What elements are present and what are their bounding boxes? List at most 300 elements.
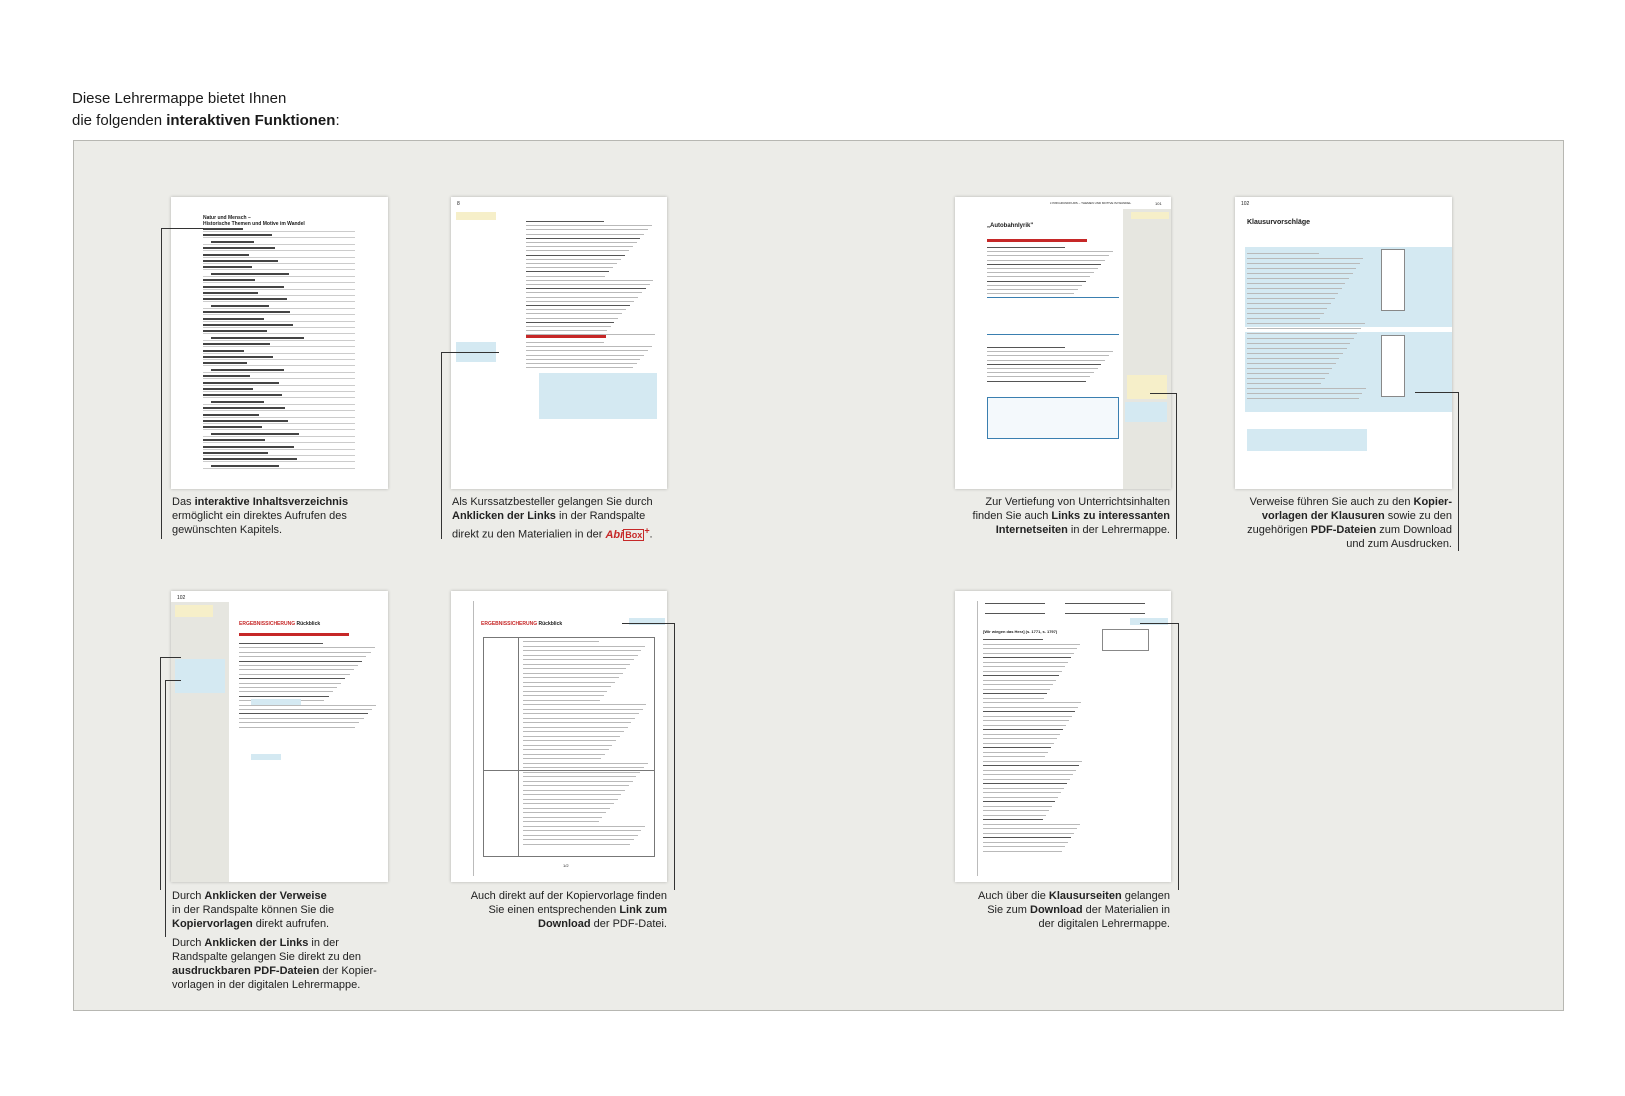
text-line bbox=[983, 756, 1045, 757]
caption-segment: gewünschten Kapitels. bbox=[172, 524, 283, 536]
text-line bbox=[983, 684, 1053, 685]
toc-entry[interactable] bbox=[203, 257, 355, 258]
caption-segment: Randspalte gelangen Sie direkt zu den bbox=[172, 951, 361, 963]
text-line bbox=[983, 644, 1080, 645]
text-line bbox=[523, 749, 609, 750]
text-line bbox=[983, 801, 1055, 802]
text-line bbox=[987, 268, 1098, 269]
caption-segment: zugehörigen bbox=[1247, 524, 1311, 536]
toc-entry-title bbox=[203, 260, 278, 262]
toc-entry-title bbox=[203, 343, 270, 345]
page-thumbnail-klausurseite[interactable] bbox=[955, 591, 1171, 882]
text-line bbox=[983, 774, 1073, 775]
text-line bbox=[523, 731, 624, 732]
caption-segment: Durch bbox=[172, 890, 205, 902]
text-line bbox=[526, 313, 622, 314]
text-line bbox=[1247, 373, 1329, 374]
text-line bbox=[987, 351, 1113, 352]
form-field-line bbox=[985, 613, 1045, 614]
toc-entry[interactable] bbox=[203, 263, 355, 264]
text-line bbox=[1247, 308, 1327, 309]
text-line bbox=[1247, 383, 1321, 384]
text-line bbox=[983, 752, 1048, 753]
text-line bbox=[523, 776, 636, 777]
text-line bbox=[523, 839, 634, 840]
toc-subtitle: Historische Themen und Motive im Wandel bbox=[203, 221, 305, 227]
text-line bbox=[1247, 303, 1331, 304]
text-line bbox=[983, 639, 1043, 640]
toc-entry[interactable] bbox=[203, 250, 355, 251]
toc-entry[interactable] bbox=[203, 410, 355, 411]
text-line bbox=[526, 292, 642, 293]
poem-title: [Wir wiegen das Herz] (s. 1771, s. 1797) bbox=[983, 629, 1058, 634]
toc-entry[interactable] bbox=[203, 333, 355, 334]
toc-entry-list[interactable] bbox=[203, 231, 355, 481]
caption-segment: Verweise führen Sie auch zu den bbox=[1249, 496, 1414, 508]
toc-entry[interactable] bbox=[203, 269, 355, 270]
text-line bbox=[523, 745, 612, 746]
side-rule bbox=[473, 601, 474, 876]
intro-line-2 bbox=[72, 110, 340, 132]
text-line bbox=[523, 673, 623, 674]
toc-entry-title bbox=[203, 414, 259, 416]
text-line bbox=[983, 824, 1080, 825]
text-line bbox=[523, 785, 629, 786]
text-line bbox=[987, 368, 1098, 369]
form-field-line bbox=[1065, 613, 1145, 614]
toc-entry[interactable] bbox=[203, 301, 355, 302]
text-line bbox=[523, 691, 607, 692]
caption-segment: Anklicken der Links bbox=[452, 510, 556, 522]
text-line bbox=[526, 263, 617, 264]
text-line bbox=[526, 305, 630, 306]
caption-segment: der Kopier- bbox=[319, 965, 377, 977]
text-line bbox=[526, 288, 646, 289]
text-line bbox=[983, 783, 1067, 784]
text-line bbox=[983, 657, 1071, 658]
text-line bbox=[983, 833, 1074, 834]
text-line bbox=[526, 301, 634, 302]
text-line bbox=[523, 659, 634, 660]
text-line bbox=[1247, 333, 1357, 334]
text-line bbox=[523, 812, 606, 813]
section-heading-mark bbox=[526, 335, 606, 338]
text-line bbox=[526, 346, 652, 347]
text-line bbox=[523, 835, 638, 836]
caption-segment: ausdruckbaren PDF-Dateien bbox=[172, 965, 320, 977]
text-line bbox=[983, 761, 1082, 762]
text-line bbox=[987, 360, 1105, 361]
text-line bbox=[1247, 313, 1324, 314]
toc-entry[interactable] bbox=[203, 436, 355, 437]
text-line bbox=[983, 788, 1064, 789]
caption-segment: in der Randspalte bbox=[555, 510, 646, 522]
toc-entry-title bbox=[203, 439, 265, 441]
section-heading-mark bbox=[239, 633, 349, 636]
section-heading-mark bbox=[987, 239, 1087, 242]
caption-segment: finden Sie auch bbox=[972, 510, 1052, 522]
text-line bbox=[987, 289, 1078, 290]
toc-entry[interactable] bbox=[203, 321, 355, 322]
text-line bbox=[239, 718, 364, 719]
text-line bbox=[987, 281, 1086, 282]
text-line bbox=[983, 675, 1059, 676]
text-line bbox=[526, 330, 607, 331]
toc-entry[interactable] bbox=[203, 359, 355, 360]
caption-segment: Links zu interessanten bbox=[1051, 510, 1170, 522]
text-line bbox=[983, 770, 1076, 771]
leader-line bbox=[1140, 623, 1179, 890]
text-line bbox=[526, 221, 604, 222]
text-line bbox=[526, 309, 626, 310]
toc-entry[interactable] bbox=[203, 327, 355, 328]
text-line bbox=[526, 267, 613, 268]
caption-segment: Sie zum bbox=[987, 904, 1030, 916]
toc-entry[interactable] bbox=[203, 314, 355, 315]
toc-entry-title bbox=[203, 228, 243, 230]
text-line bbox=[239, 722, 359, 723]
text-line bbox=[526, 367, 633, 368]
text-line bbox=[239, 665, 358, 666]
text-line bbox=[983, 702, 1081, 703]
toc-entry-title bbox=[203, 311, 290, 313]
caption-segment: Klausurseiten bbox=[1048, 890, 1122, 902]
page-text-block bbox=[239, 643, 379, 733]
toc-entry-title bbox=[203, 279, 255, 281]
text-line bbox=[239, 691, 333, 692]
text-line bbox=[987, 272, 1094, 273]
text-line bbox=[983, 662, 1068, 663]
text-line bbox=[239, 713, 368, 714]
text-line bbox=[1247, 273, 1353, 274]
caption-segment: Durch bbox=[172, 937, 205, 949]
toc-entry[interactable] bbox=[203, 289, 355, 290]
text-line bbox=[523, 722, 631, 723]
text-line bbox=[983, 734, 1060, 735]
text-line bbox=[983, 729, 1063, 730]
toc-entry[interactable] bbox=[203, 397, 355, 398]
page-number: 102 bbox=[1241, 201, 1250, 207]
toc-entry[interactable] bbox=[203, 385, 355, 386]
text-line bbox=[1247, 338, 1354, 339]
caption-segment: Kopiervorlagen bbox=[172, 918, 253, 930]
text-line bbox=[239, 656, 366, 657]
text-line bbox=[239, 643, 323, 644]
toc-entry-title bbox=[203, 286, 284, 288]
text-line bbox=[983, 666, 1065, 667]
text-line bbox=[983, 648, 1077, 649]
text-line bbox=[523, 695, 604, 696]
kopiervorlage-preview[interactable] bbox=[1381, 249, 1405, 311]
toc-entry[interactable] bbox=[203, 231, 355, 232]
page-title: „Autobahnlyrik" bbox=[987, 223, 1034, 229]
toc-entry-title bbox=[203, 298, 287, 300]
text-line bbox=[526, 350, 648, 351]
side-rule bbox=[977, 601, 978, 876]
text-line bbox=[1247, 323, 1365, 324]
text-line bbox=[1247, 288, 1342, 289]
text-line bbox=[983, 720, 1069, 721]
caption-segment: direkt aufrufen. bbox=[252, 918, 330, 930]
intro-line-1: Diese Lehrermappe bietet Ihnen bbox=[72, 90, 287, 107]
text-line bbox=[523, 844, 630, 845]
text-line bbox=[526, 259, 621, 260]
text-line bbox=[983, 810, 1049, 811]
text-line bbox=[523, 686, 611, 687]
intro-line-2-bold: interaktiven Funktionen bbox=[166, 112, 336, 129]
margin-link-box[interactable] bbox=[456, 212, 496, 220]
text-line bbox=[523, 821, 599, 822]
caption-segment: Download bbox=[1030, 904, 1083, 916]
text-line bbox=[526, 238, 640, 239]
text-line bbox=[523, 727, 628, 728]
text-line bbox=[983, 738, 1057, 739]
toc-entry[interactable] bbox=[203, 340, 355, 341]
caption-segment: in der Randspalte können Sie die bbox=[172, 904, 335, 916]
text-line bbox=[526, 284, 650, 285]
toc-entry[interactable] bbox=[203, 468, 355, 469]
toc-entry-title bbox=[211, 305, 269, 307]
text-line bbox=[983, 797, 1058, 798]
caption-segment: gelangen bbox=[1121, 890, 1170, 902]
toc-entry[interactable] bbox=[203, 461, 355, 462]
toc-entry[interactable] bbox=[203, 449, 355, 450]
caption-segment: Link zum bbox=[619, 904, 667, 916]
text-line bbox=[239, 669, 354, 670]
leader-line bbox=[622, 623, 675, 890]
caption-segment: der Materialien in bbox=[1082, 904, 1170, 916]
kopiervorlage-link[interactable] bbox=[251, 699, 301, 705]
form-field-line bbox=[1065, 603, 1145, 604]
text-line bbox=[983, 698, 1044, 699]
toc-entry-title bbox=[203, 458, 297, 460]
caption-segment: der PDF-Datei. bbox=[590, 918, 667, 930]
text-line bbox=[523, 794, 621, 795]
text-line bbox=[239, 683, 341, 684]
text-line bbox=[1247, 353, 1343, 354]
toc-entry[interactable] bbox=[203, 404, 355, 405]
caption-internetseiten bbox=[920, 495, 1170, 537]
toc-entry-title bbox=[203, 446, 294, 448]
leader-line bbox=[165, 680, 181, 937]
leader-line bbox=[441, 352, 499, 539]
text-line bbox=[526, 229, 648, 230]
link-table[interactable] bbox=[987, 297, 1119, 335]
caption-segment: Auch direkt auf der Kopiervorlage finden bbox=[470, 890, 667, 902]
page-kicker bbox=[481, 621, 562, 627]
page-text-block bbox=[987, 347, 1117, 387]
text-line bbox=[983, 819, 1043, 820]
text-line bbox=[983, 725, 1066, 726]
text-line bbox=[526, 359, 640, 360]
toc-entry[interactable] bbox=[203, 346, 355, 347]
text-line bbox=[1247, 263, 1360, 264]
text-line bbox=[983, 806, 1052, 807]
toc-entry[interactable] bbox=[203, 295, 355, 296]
toc-entry-title bbox=[203, 382, 279, 384]
text-line bbox=[526, 225, 652, 226]
toc-entry-title bbox=[203, 266, 252, 268]
toc-entry[interactable] bbox=[203, 372, 355, 373]
toc-entry[interactable] bbox=[203, 276, 355, 277]
text-line bbox=[1247, 398, 1359, 399]
toc-entry[interactable] bbox=[203, 308, 355, 309]
text-line bbox=[987, 293, 1074, 294]
page-title: Rückblick bbox=[538, 621, 563, 627]
intro-line-2-post: : bbox=[335, 112, 340, 129]
text-line bbox=[1247, 278, 1349, 279]
caption-segment: Anklicken der Verweise bbox=[204, 890, 327, 902]
toc-entry[interactable] bbox=[203, 391, 355, 392]
text-line bbox=[523, 808, 610, 809]
text-line bbox=[239, 696, 329, 697]
toc-title: Natur und Mensch – bbox=[203, 215, 251, 221]
toc-entry[interactable] bbox=[203, 423, 355, 424]
text-line bbox=[983, 716, 1072, 717]
text-line bbox=[983, 747, 1051, 748]
abibox-logo-abi: Abi bbox=[605, 528, 624, 541]
text-line bbox=[987, 381, 1086, 382]
text-line bbox=[987, 364, 1101, 365]
text-line bbox=[983, 815, 1046, 816]
page-thumbnail-verweise[interactable] bbox=[171, 591, 388, 882]
text-line bbox=[1247, 258, 1363, 259]
caption-segment: vorlagen der Klausuren bbox=[1261, 510, 1385, 522]
text-line bbox=[526, 297, 638, 298]
text-line bbox=[523, 736, 620, 737]
toc-entry[interactable] bbox=[203, 237, 355, 238]
toc-entry-title bbox=[203, 318, 264, 320]
toc-entry[interactable] bbox=[203, 417, 355, 418]
caption-end: . bbox=[649, 528, 653, 541]
poem-text bbox=[983, 639, 1083, 859]
text-line bbox=[987, 347, 1065, 348]
toc-entry[interactable] bbox=[203, 365, 355, 366]
toc-entry[interactable] bbox=[203, 378, 355, 379]
toc-entry-title bbox=[203, 247, 275, 249]
text-line bbox=[987, 264, 1101, 265]
caption-segment: ermöglicht ein direktes Aufrufen des bbox=[172, 510, 347, 522]
text-line bbox=[1247, 393, 1362, 394]
toc-entry-title bbox=[203, 254, 249, 256]
internet-text-box bbox=[987, 397, 1119, 439]
toc-entry-title bbox=[203, 452, 268, 454]
caption-segment: in der Lehrermappe. bbox=[1067, 524, 1170, 536]
caption-segment: sowie zu den bbox=[1384, 510, 1452, 522]
text-line bbox=[239, 674, 350, 675]
page-kicker bbox=[239, 621, 320, 627]
margin-link-box[interactable] bbox=[1131, 212, 1169, 219]
toc-entry[interactable] bbox=[203, 455, 355, 456]
toc-entry-title bbox=[211, 401, 264, 403]
text-line bbox=[1247, 283, 1345, 284]
material-box[interactable] bbox=[1247, 429, 1367, 451]
toc-entry[interactable] bbox=[203, 353, 355, 354]
leader-line bbox=[1150, 393, 1177, 539]
caption-verweise bbox=[172, 889, 402, 931]
toc-entry[interactable] bbox=[203, 429, 355, 430]
toc-entry-title bbox=[203, 362, 247, 364]
kopiervorlage-preview[interactable] bbox=[1381, 335, 1405, 397]
toc-entry-title bbox=[203, 234, 272, 236]
page-title: Rückblick bbox=[296, 621, 321, 627]
text-line bbox=[1247, 363, 1336, 364]
caption-segment: PDF-Dateien bbox=[1310, 524, 1377, 536]
text-line bbox=[523, 758, 601, 759]
intro-line-2-pre: die folgenden bbox=[72, 112, 167, 129]
toc-entry-title bbox=[203, 350, 244, 352]
text-line bbox=[987, 376, 1090, 377]
table-divider bbox=[518, 638, 519, 856]
verweis-box[interactable] bbox=[175, 659, 225, 693]
toc-entry[interactable] bbox=[203, 282, 355, 283]
text-line bbox=[526, 280, 653, 281]
text-line bbox=[239, 652, 371, 653]
text-line bbox=[523, 718, 635, 719]
toc-entry-title bbox=[211, 241, 254, 243]
text-line bbox=[523, 664, 630, 665]
text-line bbox=[1247, 343, 1350, 344]
abibox-logo-plus: + bbox=[644, 525, 650, 535]
text-line bbox=[523, 803, 614, 804]
page-thumbnail-internet-links[interactable] bbox=[955, 197, 1171, 489]
caption-pdf-links bbox=[172, 936, 402, 992]
text-line bbox=[987, 247, 1065, 248]
text-line bbox=[526, 318, 618, 319]
text-line bbox=[526, 363, 637, 364]
toc-entry-title bbox=[203, 330, 267, 332]
text-line bbox=[239, 678, 345, 679]
text-line bbox=[1247, 268, 1356, 269]
kopiervorlage-link[interactable] bbox=[251, 754, 281, 760]
info-box bbox=[539, 373, 657, 419]
text-line bbox=[987, 260, 1105, 261]
page-number: 1/2 bbox=[563, 863, 569, 868]
text-line bbox=[523, 790, 625, 791]
caption-segment: der digitalen Lehrermappe. bbox=[1038, 918, 1170, 930]
toc-entry-title bbox=[203, 375, 250, 377]
intro-text bbox=[72, 88, 340, 132]
text-line bbox=[526, 326, 611, 327]
text-line bbox=[523, 655, 638, 656]
text-line bbox=[523, 700, 600, 701]
text-line bbox=[983, 689, 1050, 690]
caption-segment: Anklicken der Links bbox=[204, 937, 309, 949]
toc-entry[interactable] bbox=[203, 244, 355, 245]
page-title: Klausurvorschläge bbox=[1247, 219, 1311, 226]
toc-entry-title bbox=[203, 420, 288, 422]
margin-link-box[interactable] bbox=[175, 605, 213, 617]
toc-entry-title bbox=[211, 465, 279, 467]
toc-entry[interactable] bbox=[203, 442, 355, 443]
text-line bbox=[987, 255, 1109, 256]
caption-klausurseiten bbox=[930, 889, 1170, 931]
caption-segment: Sie einen entsprechenden bbox=[488, 904, 620, 916]
caption-segment: direkt zu den Materialien in der bbox=[452, 528, 606, 541]
caption-kopiervorlage-download bbox=[430, 889, 667, 931]
caption-segment: Auch über die bbox=[977, 890, 1049, 902]
text-line bbox=[526, 342, 604, 343]
text-line bbox=[239, 647, 375, 648]
text-line bbox=[983, 653, 1074, 654]
text-line bbox=[987, 276, 1090, 277]
leader-line bbox=[1415, 392, 1459, 551]
text-line bbox=[1247, 348, 1347, 349]
text-line bbox=[983, 779, 1070, 780]
text-line bbox=[1247, 253, 1319, 254]
text-line bbox=[523, 799, 618, 800]
kicker-text: ERGEBNISSICHERUNG bbox=[481, 621, 538, 627]
